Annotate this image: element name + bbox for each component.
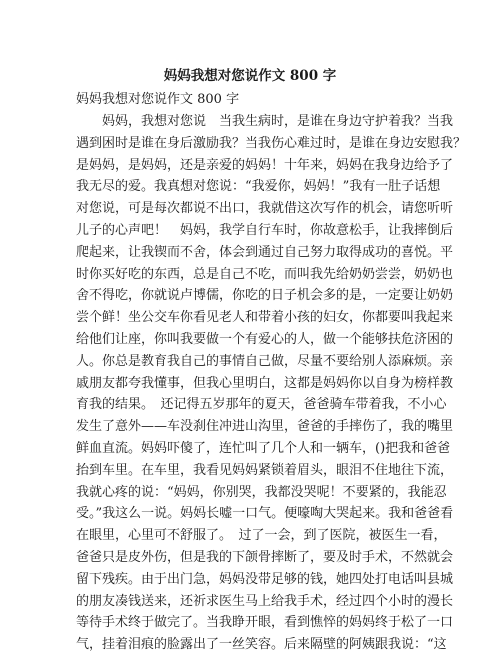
body-text-line: 的朋友凑钱送来，还祈求医生马上给我手术，经过四个小时的漫长	[76, 593, 454, 609]
body-text-line: 育我的结果。 还记得五岁那年的夏天，爸爸骑车带着我，不小心	[76, 397, 447, 413]
body-text-line: 发生了意外——车没刹住冲进山沟里，爸爸的手摔伤了，我的嘴里	[76, 419, 454, 435]
body-text-line: 戚朋友都夸我懂事，但我心里明白，这都是妈妈你以自身为榜样教	[76, 375, 454, 391]
body-text-line: 人。你总是教育我自己的事情自己做，尽量不要给别人添麻烦。亲	[76, 353, 454, 369]
article-body	[76, 111, 467, 656]
body-text-line: 留下残疾。由于出门急，妈妈没带足够的钱，她四处打电话叫县城	[76, 571, 454, 587]
body-text-line: 遇到困时是谁在身后激励我？当我伤心难过时，是谁在身边安慰我？	[76, 135, 467, 151]
body-text-line: 舍不得吃，你就说卢博儒，你吃的日子机会多的是，一定要让奶奶	[76, 288, 454, 304]
article-subtitle: 妈妈我想对您说作文 800 字	[76, 92, 240, 107]
article-title: 妈妈我想对您说作文 800 字	[163, 68, 337, 84]
body-text-line: 爬起来，让我锲而不舍，体会到通过自己努力取得成功的喜悦。平	[76, 244, 454, 260]
body-text-line: 尝个鲜！坐公交车你看见老人和带着小孩的妇女，你都要叫我起来	[76, 310, 454, 326]
body-text-line: 在眼里，心里可不舒服了。 过了一会，到了医院，被医生一看，	[76, 528, 447, 544]
body-text-line: 气，挂着泪痕的脸露出了一丝笑容。后来隔壁的阿姨跟我说：“这	[76, 637, 447, 653]
body-text-line: 抬到车里。在车里，我看见妈妈紧锁着眉头，眼泪不住地往下流，	[76, 462, 454, 478]
body-text-line: 我无尽的爱。我真想对您说：“我爱你，妈妈！”我有一肚子话想	[76, 179, 441, 195]
body-text-line: 是妈妈，是妈妈，还是亲爱的妈妈！十年来，妈妈在我身边给予了	[76, 157, 454, 173]
body-text-line: 我就心疼的说：“妈妈，你别哭，我都没哭呢！不要紧的，我能忍	[76, 484, 447, 500]
body-text-line: 等待手术终于做完了。当我睁开眼，看到憔悴的妈妈终于松了一口	[76, 615, 454, 631]
body-text-line: 对您说，可是每次都说不出口，我就借这次写作的机会，请您听听	[76, 201, 454, 217]
body-text-line: 鲜血直流。妈妈吓傻了，连忙叫了几个人和一辆车，()把我和爸爸	[76, 440, 451, 456]
body-text-line: 受。”我这么一说。妈妈长嘘一口气。便嚎啕大哭起来。我和爸爸看	[76, 506, 454, 522]
body-text-line: 时你买好吃的东西，总是自己不吃，而叫我先给奶奶尝尝，奶奶也	[76, 266, 454, 282]
body-text-line: 儿子的心声吧！ 妈妈，我学自行车时，你故意松手，让我摔倒后	[76, 222, 454, 238]
body-text-line: 爸爸只是皮外伤，但是我的下颌骨摔断了，要及时手术，不然就会	[76, 549, 454, 565]
body-text-line: 妈妈，我想对您说 当我生病时，是谁在身边守护着我？当我	[76, 114, 454, 129]
body-text-line: 给他们让座，你叫我要做一个有爱心的人，做一个能够扶危济困的	[76, 331, 454, 347]
